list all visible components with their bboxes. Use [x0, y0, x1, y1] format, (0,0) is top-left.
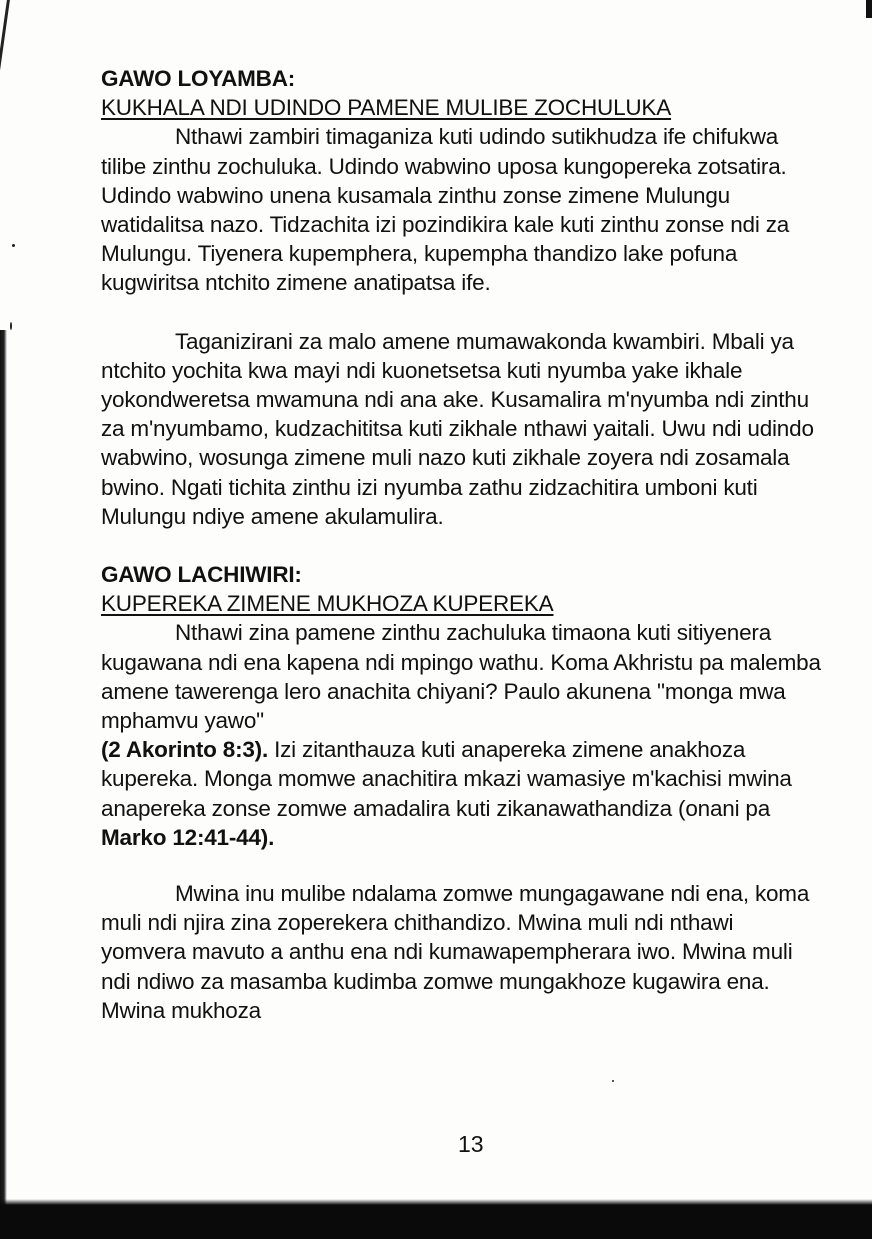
- paragraph-gap: [101, 531, 823, 560]
- paragraph-text: Izi zitanthauza kuti anapereka zimene anakhoza kupereka. Monga momwe anachitira mkazi wamasiye m'kachisi mwina anapereka zonse zomwe amadalira kuti zikanawathandiza (onani pa: [101, 737, 792, 821]
- paragraph-gap: [101, 298, 823, 327]
- paragraph: [101, 618, 823, 852]
- paragraph-gap: [101, 852, 823, 879]
- scan-edge-shadow: [0, 1205, 872, 1239]
- paragraph-text: Nthawi zina pamene zinthu zachuluka timaona kuti sitiyenera kugawana ndi ena kapena ndi mpingo wathu. Koma Akhristu pa malemba amene tawerenga lero anachita chiyani? Paulo akunena "monga mwa mphamvu yawo": [101, 620, 821, 734]
- page-body: [101, 64, 823, 1025]
- scan-edge-mark: [866, 0, 872, 18]
- scan-edge-shadow: [0, 330, 7, 1239]
- paragraph: Mwina inu mulibe ndalama zomwe mungagawane ndi ena, koma muli ndi njira zina zoperekera chithandizo. Mwina muli ndi nthawi yomvera mavuto a anthu ena ndi kumawapempherara iwo. Mwina muli ndi ndiwo za masamba kudimba zomwe mungakhoze kugawira ena. Mwina mukhoza: [101, 881, 810, 1023]
- scripture-reference: (2 Akorinto 8:3).: [101, 737, 269, 763]
- scan-speck: [612, 1080, 614, 1082]
- scan-speck: [10, 322, 12, 330]
- section-subheading: KUKHALA NDI UDINDO PAMENE MULIBE ZOCHULUKA: [101, 95, 672, 121]
- paragraph: Taganizirani za malo amene mumawakonda kwambiri. Mbali ya ntchito yochita kwa mayi ndi kuonetsetsa kuti nyumba yake ikhale yokondweretsa mwamuna ndi ana ake. Kusamalira m'nyumba ndi zinthu za m'nyumbamo, kudzachititsa kuti zikhale nthawi yaitali. Uwu ndi udindo wabwino, wosunga zimene muli nazo kuti zikhale zoyera ndi zosamala bwino. Ngati tichita zinthu izi nyumba zathu zidzachitira umboni kuti Mulungu ndiye amene akulamulira.: [101, 328, 814, 529]
- section-heading: GAWO LACHIWIRI:: [101, 562, 302, 588]
- section-heading: GAWO LOYAMBA:: [101, 66, 296, 91]
- page-number: 13: [458, 1131, 484, 1157]
- paragraph: Nthawi zambiri timaganiza kuti udindo sutikhudza ife chifukwa tilibe zinthu zochuluka. Udindo wabwino uposa kungopereka zotsatira. Udindo wabwino unena kusamala zinthu zonse zimene Mulungu watidalitsa nazo. Tidzachita izi pozindikira kale kuti zinthu zonse ndi za Mulungu. Tiyenera kupemphera, kupempha thandizo lake pofuna kugwiritsa ntchito zimene anatipatsa ife.: [101, 124, 790, 296]
- section-subheading: KUPEREKA ZIMENE MUKHOZA KUPEREKA: [101, 591, 554, 617]
- scripture-reference: Marko 12:41-44).: [101, 824, 275, 850]
- scan-edge-mark: [0, 0, 10, 70]
- scan-speck: [12, 244, 15, 247]
